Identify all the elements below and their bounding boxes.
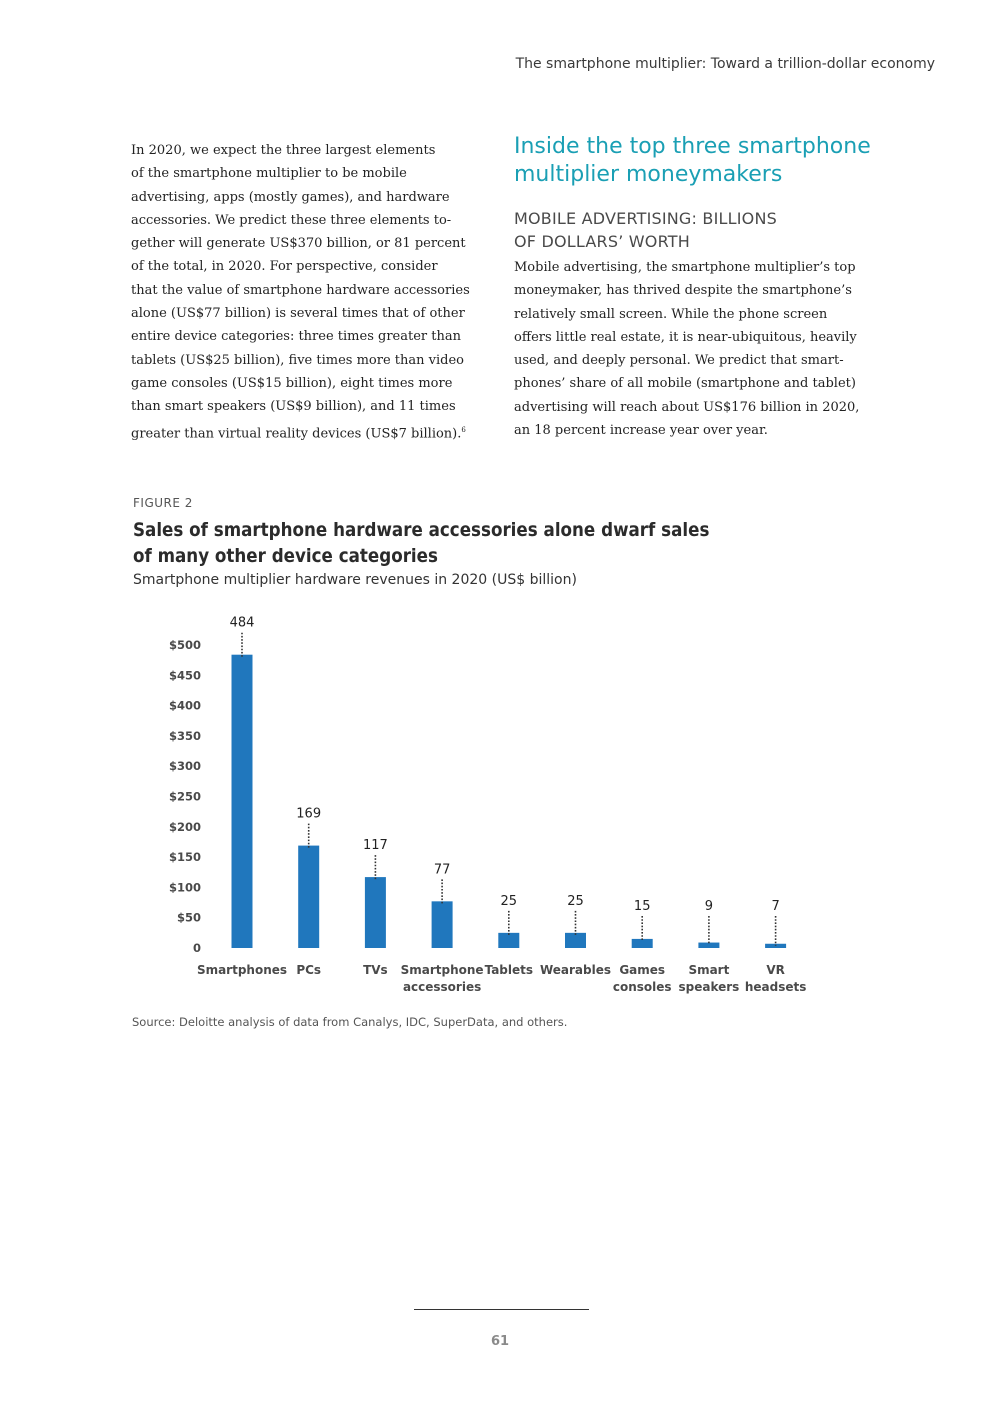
y-tick-label: $400 [168,698,201,713]
data-label: 15 [633,899,651,914]
category-label: Wearables [539,963,612,977]
text-line-content: greater than virtual reality devices (US$7 billion). [131,425,462,441]
data-label: 484 [229,615,255,631]
figure-title-line: of many other device categories [133,545,438,567]
bar [698,943,719,948]
figure-subtitle: Smartphone multiplier hardware revenues in 2020 (US$ billion) [133,572,577,588]
footnote-divider [414,1309,589,1310]
text-line: accessories. We predict these three elements to- [131,212,452,228]
text-line: that the value of smartphone hardware accessories [131,282,470,298]
text-line: entire device categories: three times greater than [131,329,461,345]
text-line: In 2020, we expect the three largest elements [131,143,436,158]
text-line: offers little real estate, it is near-ubiquitous, heavily [514,329,857,345]
category-label: headsets [744,980,807,994]
text-line: tablets (US$25 billion), five times more than video [131,352,464,368]
category-label: consoles [612,980,672,994]
figure-label: FIGURE 2 [133,496,193,510]
footnote-marker: 6 [461,425,466,434]
text-line: an 18 percent increase year over year. [514,423,768,439]
bar [565,933,586,948]
y-tick-label: $200 [168,819,201,834]
y-tick-label: $500 [168,638,201,652]
category-label: VR [766,963,785,977]
category-label: TVs [363,963,388,977]
category-label: speakers [678,980,740,994]
category-label: Tablets [484,963,534,977]
y-tick-label: $100 [168,880,201,895]
category-label: Smartphone [400,963,484,977]
y-tick-label: 0 [192,941,201,955]
bar [498,933,519,948]
y-tick-label: $150 [168,850,201,865]
bar [765,944,786,948]
bar [298,846,319,948]
bar [232,655,253,948]
category-label: PCs [296,963,322,977]
text-line: used, and deeply personal. We predict that smart- [514,353,844,369]
y-tick-label: $250 [168,789,201,804]
text-line: moneymaker, has thrived despite the smartphone’s [514,283,852,299]
y-tick-label: $450 [168,668,201,683]
category-label: Smart [688,963,730,977]
section-title-line: multiplier moneymakers [514,162,783,187]
subhead-line: MOBILE ADVERTISING: BILLIONS [514,209,777,228]
subhead-line: OF DOLLARS’ WORTH [514,232,690,251]
text-line: advertising, apps (mostly games), and hardware [131,189,450,205]
text-line: phones’ share of all mobile (smartphone and tablet) [514,376,856,392]
text-line: gether will generate US$370 billion, or 81 percent [131,236,466,252]
data-label: 25 [567,893,584,909]
text-line: than smart speakers (US$9 billion), and 11 times [131,399,456,415]
y-tick-label: $350 [168,728,201,743]
text-line: of the smartphone multiplier to be mobile [131,166,407,182]
text-line: advertising will reach about US$176 billion in 2020, [514,399,860,415]
data-label: 9 [704,899,714,914]
y-tick-label: $50 [176,910,201,925]
y-tick-label: $300 [168,759,201,774]
running-header: The smartphone multiplier: Toward a trillion-dollar economy [515,56,935,72]
data-label: 25 [500,893,518,909]
section-title-line: Inside the top three smartphone [514,134,871,159]
text-line: of the total, in 2020. For perspective, consider [131,259,438,275]
data-label: 77 [433,862,451,878]
text-line: relatively small screen. While the phone screen [514,306,828,322]
data-label: 169 [296,806,322,822]
data-label: 7 [771,899,780,914]
figure-title-line: Sales of smartphone hardware accessories alone dwarf sales [133,519,710,541]
data-label: 117 [362,838,388,854]
page-number: 61 [490,1334,510,1349]
bar [632,939,653,948]
figure-source: Source: Deloitte analysis of data from Canalys, IDC, SuperData, and others. [132,1015,568,1029]
category-label: Smartphones [196,963,288,977]
text-line: game consoles (US$15 billion), eight times more [131,375,453,391]
text-line: alone (US$77 billion) is several times that of other [131,306,465,322]
bar [365,877,386,948]
bar [432,901,453,948]
category-label: accessories [402,980,482,994]
text-line: Mobile advertising, the smartphone multiplier’s top [514,260,856,275]
category-label: Games [619,963,666,977]
